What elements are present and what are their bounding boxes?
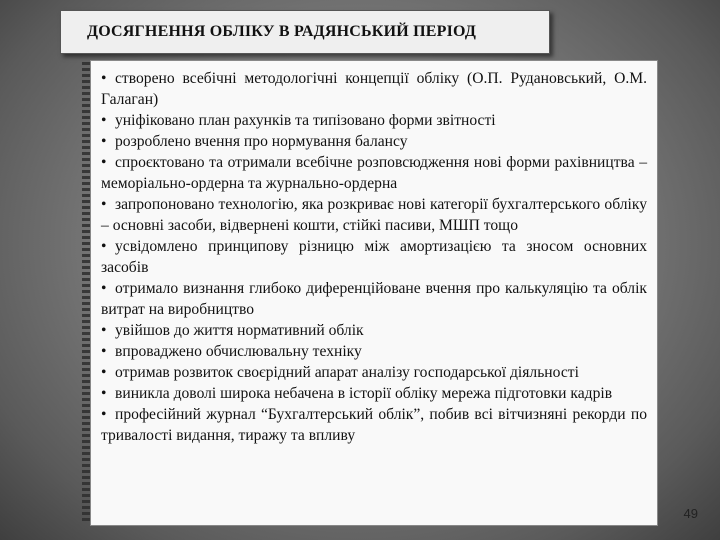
list-item xyxy=(101,110,647,131)
list-item-text: запропоновано технологію, яка розкриває нові категорії бухгалтерського обліку – основні засоби, відвернені кошти, стійкі пасиви, МШП тощо xyxy=(101,196,647,234)
list-item-text: професійний журнал “Бухгалтерський облік”, побив всі вітчизняні рекорди по тривалості видання, тиражу та впливу xyxy=(101,406,647,444)
bullet-icon: • xyxy=(101,112,107,129)
list-item xyxy=(101,152,647,194)
content-panel xyxy=(90,60,658,526)
list-item-text: впроваджено обчислювальну техніку xyxy=(115,343,362,360)
list-item-text: створено всебічні методологічні концепції обліку (О.П. Рудановський, О.М. Галаган) xyxy=(101,70,647,108)
list-item-text: усвідомлено принципову різницю між амортизацією та зносом основних засобів xyxy=(101,238,647,276)
list-item xyxy=(101,320,647,341)
list-item-text: отримало визнання глибоко диференційоване вчення про калькуляцію та облік витрат на виробництво xyxy=(101,280,647,318)
bullet-icon: • xyxy=(101,364,107,381)
list-item xyxy=(101,278,647,320)
list-item xyxy=(101,68,647,110)
list-item-text: уніфіковано план рахунків та типізовано форми звітності xyxy=(115,112,496,129)
bullet-icon: • xyxy=(101,154,107,171)
bullet-icon: • xyxy=(101,343,107,360)
bullet-icon: • xyxy=(101,385,107,402)
page-number: 49 xyxy=(683,506,698,521)
bullet-icon: • xyxy=(101,322,107,339)
bullet-icon: • xyxy=(101,406,107,423)
list-item-text: спроєктовано та отримали всебічне розповсюдження нові форми рахівництва –меморіально-ордерна та журнально-ордерна xyxy=(101,154,647,192)
list-item xyxy=(101,194,647,236)
title-box xyxy=(60,10,550,54)
achievements-list xyxy=(101,68,647,446)
bullet-icon: • xyxy=(101,196,107,213)
list-item-text: отримав розвиток своєрідний апарат аналізу господарської діяльності xyxy=(115,364,579,381)
bullet-icon: • xyxy=(101,70,107,87)
bullet-icon: • xyxy=(101,133,107,150)
bullet-icon: • xyxy=(101,238,107,255)
list-item xyxy=(101,131,647,152)
slide-title: ДОСЯГНЕННЯ ОБЛІКУ В РАДЯНСЬКИЙ ПЕРІОД xyxy=(87,23,477,40)
bullet-icon: • xyxy=(101,280,107,297)
list-item-text: розроблено вчення про нормування балансу xyxy=(115,133,408,150)
list-item xyxy=(101,236,647,278)
list-item xyxy=(101,404,647,446)
list-item xyxy=(101,341,647,362)
list-item xyxy=(101,383,647,404)
list-item-text: виникла доволі широка небачена в історії обліку мережа підготовки кадрів xyxy=(115,385,613,402)
list-item xyxy=(101,362,647,383)
list-item-text: увійшов до життя нормативний облік xyxy=(115,322,364,339)
